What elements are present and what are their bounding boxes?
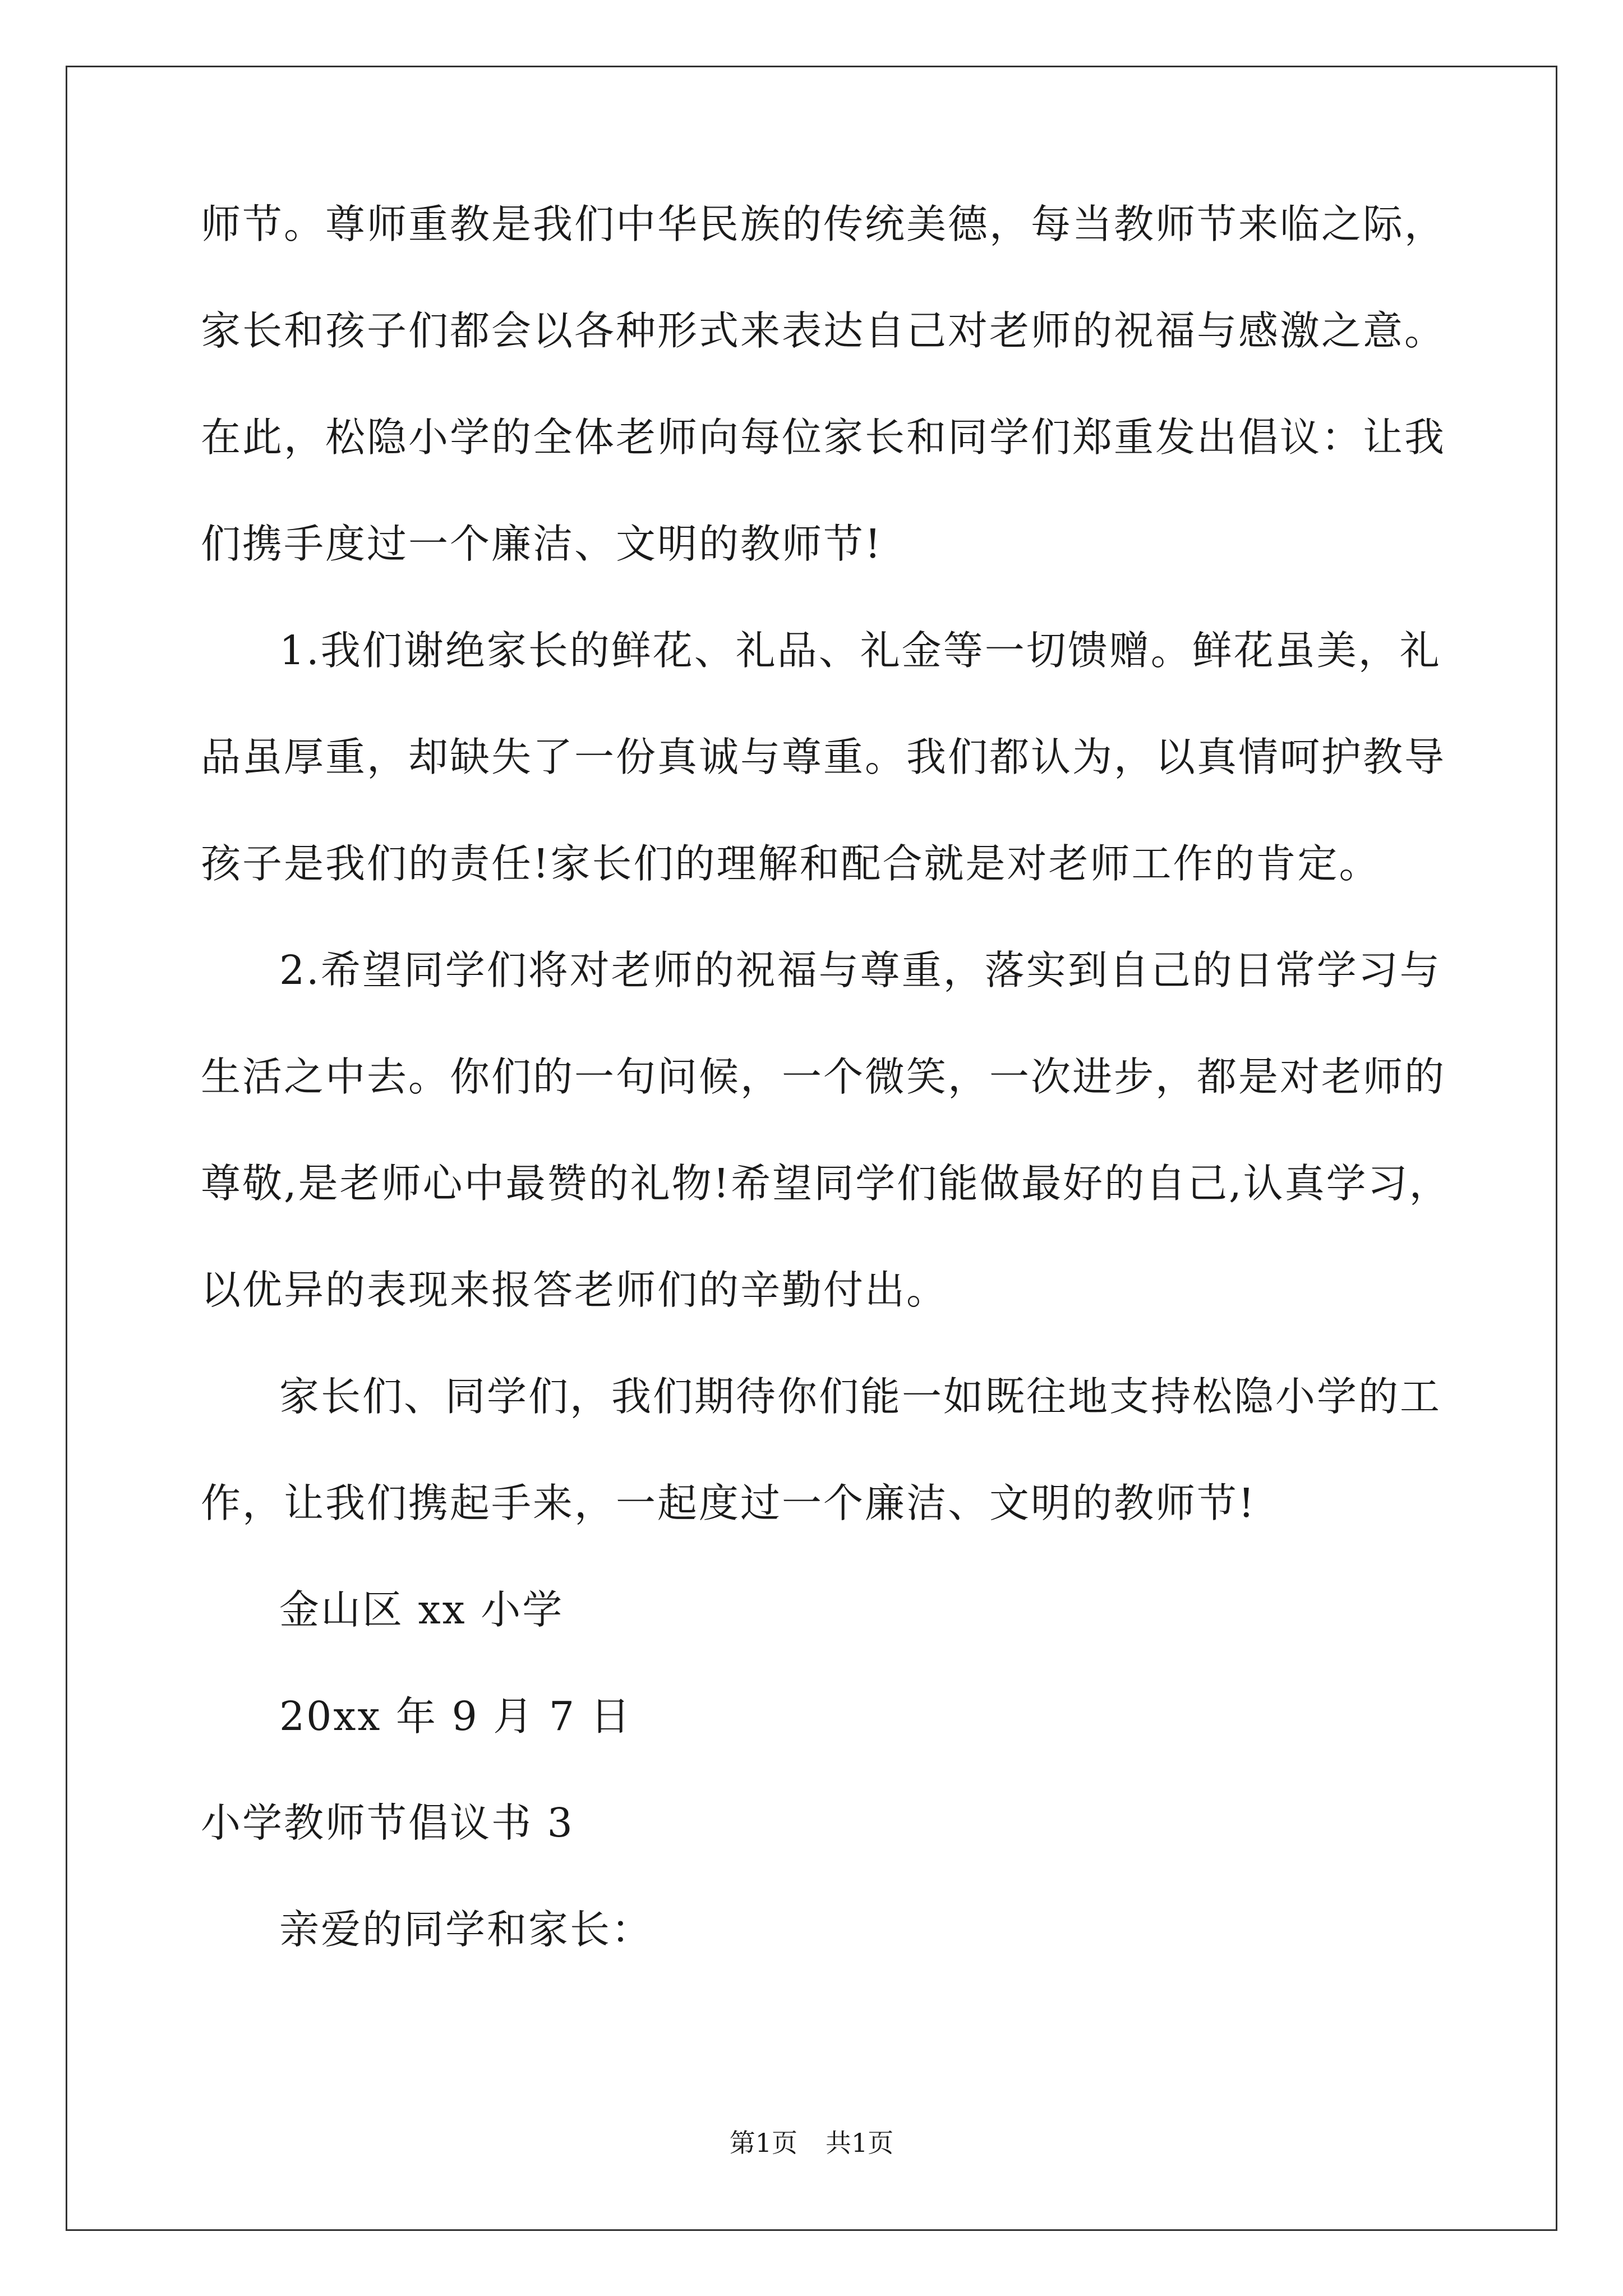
paragraph-line: 们携手度过一个廉洁、文明的教师节! — [201, 521, 883, 567]
page-footer — [0, 2126, 1623, 2160]
paragraph-line: 1.我们谢绝家长的鲜花、礼品、礼金等一切馈赠。鲜花虽美，礼 — [279, 627, 1441, 674]
section-heading: 小学教师节倡议书 3 — [201, 1800, 574, 1846]
paragraph-line: 尊敬,是老师心中最赞的礼物!希望同学们能做最好的自己,认真学习， — [201, 1160, 1451, 1207]
paragraph-line: 品虽厚重，却缺失了一份真诚与尊重。我们都认为，以真情呵护教导 — [201, 734, 1446, 780]
signature-date: 20xx 年 9 月 7 日 — [279, 1693, 632, 1740]
page-number: 第1页 — [729, 2128, 797, 2158]
paragraph-line: 生活之中去。你们的一句问候，一个微笑，一次进步，都是对老师的 — [201, 1053, 1446, 1100]
paragraph-line: 2.希望同学们将对老师的祝福与尊重，落实到自己的日常学习与 — [279, 947, 1441, 993]
signature-school: 金山区 xx 小学 — [279, 1586, 564, 1633]
paragraph-line: 在此，松隐小学的全体老师向每位家长和同学们郑重发出倡议：让我 — [201, 414, 1446, 461]
paragraph-line: 师节。尊师重教是我们中华民族的传统美德，每当教师节来临之际， — [201, 201, 1446, 247]
paragraph-line: 作，让我们携起手来，一起度过一个廉洁、文明的教师节! — [201, 1480, 1256, 1526]
salutation: 亲爱的同学和家长： — [279, 1906, 653, 1953]
paragraph-line: 孩子是我们的责任!家长们的理解和配合就是对老师工作的肯定。 — [201, 840, 1381, 887]
paragraph-line: 家长们、同学们，我们期待你们能一如既往地支持松隐小学的工 — [279, 1373, 1442, 1420]
paragraph-line: 以优异的表现来报答老师们的辛勤付出。 — [201, 1267, 948, 1313]
page-total: 共1页 — [826, 2128, 894, 2158]
paragraph-line: 家长和孩子们都会以各种形式来表达自己对老师的祝福与感激之意。 — [201, 307, 1446, 354]
